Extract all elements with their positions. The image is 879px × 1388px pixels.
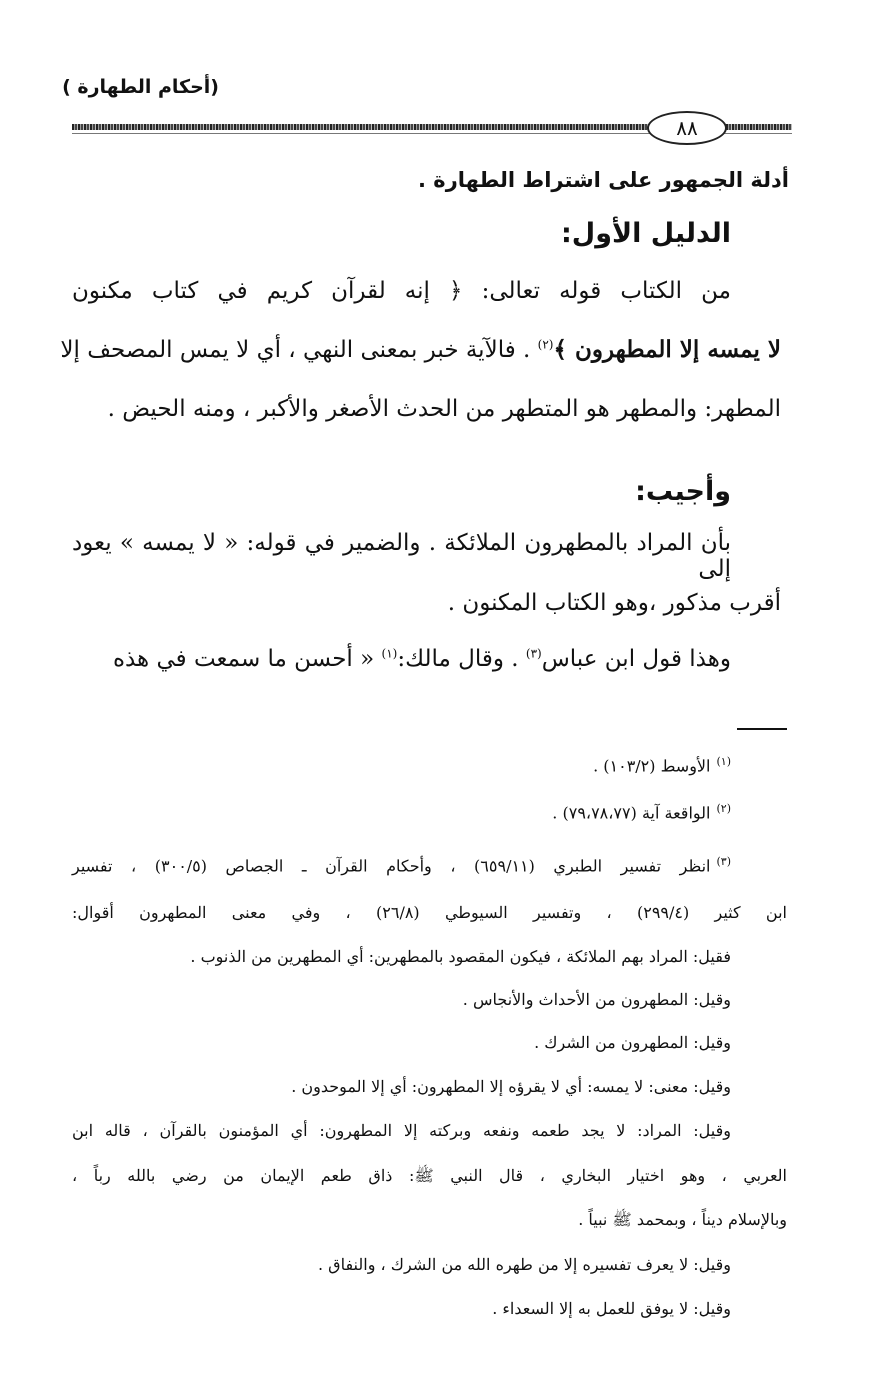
paragraph-3-text-c: « أحسن ما سمعت في هذه [112, 646, 382, 672]
paragraph-1-line-3: المطهر: والمطهر هو المتطهر من الحدث الأصغر والأكبر ، ومنه الحيض . [107, 396, 781, 422]
paragraph-1-line-2 [60, 336, 781, 363]
footnote-3-line-3: فقيل: المراد بهم الملائكة ، فيكون المقصود بالمطهرين: أي المطهرين من الذنوب . [190, 947, 731, 966]
page-number [647, 111, 727, 145]
footnote-3-line-6: وقيل: معنى: لا يمسه: أي لا يقرؤه إلا المطهرون: أي إلا الموحدون . [291, 1077, 731, 1096]
footnote-3-line-2: ابن كثير (٢٩٩/٤) ، وتفسير السيوطي (٢٦/٨) ، وفي معنى المطهرون أقوال: [72, 903, 787, 922]
page-number-text: ٨٨ [676, 116, 698, 140]
answer-title: وأجيب: [635, 476, 731, 507]
footnote-2 [552, 802, 731, 822]
footnote-3-number: (٣) [716, 855, 732, 868]
footnote-3-line-4: وقيل: المطهرون من الأحداث والأنجاس . [462, 990, 731, 1009]
footnote-3-line-10: وقيل: لا يعرف تفسيره إلا من طهره الله من الشرك ، والنفاق . [317, 1255, 731, 1274]
footnote-ref-1: (١) [381, 646, 398, 661]
footnote-3-line-9: وبالإسلام ديناً ، وبمحمد ﷺ نبياً . [578, 1210, 787, 1229]
footnote-3-line-11: وقيل: لا يوفق للعمل به إلا السعداء . [492, 1299, 731, 1318]
paragraph-2-line-2: أقرب مذكور ،وهو الكتاب المكنون . [447, 590, 781, 616]
footnote-3-line-1 [72, 855, 731, 875]
paragraph-3-text-b: . وقال مالك: [397, 646, 526, 672]
footnote-1 [593, 755, 731, 775]
paragraph-1-line-1: من الكتاب قوله تعالى: ﴿ إنه لقرآن كريم في كتاب مكنون [72, 278, 731, 304]
footnote-3-line-5: وقيل: المطهرون من الشرك . [534, 1033, 731, 1052]
footnote-3-text: انظر تفسير الطبري (٦٥٩/١١) ، وأحكام القرآن ـ الجصاص (٣٠٠/٥) ، تفسير [72, 856, 711, 876]
paragraph-3-text-a: وهذا قول ابن عباس [541, 646, 731, 672]
footnote-2-text: الواقعة آية (٧٩،٧٨،٧٧) . [552, 803, 711, 823]
footnote-separator [737, 728, 787, 730]
footnote-1-text: الأوسط (١٠٣/٢) . [593, 756, 711, 776]
dalil-title: الدليل الأول: [560, 218, 731, 249]
book-title: (أحكام الطهارة ) [62, 76, 219, 98]
footnote-ref-3: (٣) [525, 646, 542, 661]
footnote-2-number: (٢) [716, 802, 731, 815]
footnote-1-number: (١) [716, 755, 731, 768]
footnote-ref-2: (٢) [537, 337, 554, 352]
section-heading: أدلة الجمهور على اشتراط الطهارة . [418, 168, 789, 192]
paragraph-1-line-2-text: . فالآية خبر بمعنى النهي ، أي لا يمس المصحف إلا [60, 337, 538, 363]
footnote-3-line-7: وقيل: المراد: لا يجد طعمه ونفعه وبركته إلا المطهرون: أي المؤمنون بالقرآن ، قاله ابن [72, 1121, 731, 1140]
footnote-3-line-8: العربي ، وهو اختيار البخاري ، قال النبي ﷺ: ذاق طعم الإيمان من رضي بالله رباً ، [72, 1166, 787, 1185]
paragraph-2-line-1: بأن المراد بالمطهرون الملائكة . والضمير في قوله: « لا يمسه » يعود إلى [72, 530, 731, 582]
paragraph-3-line-1 [113, 646, 731, 672]
quran-quote: لا يمسه إلا المطهرون ﴾ [553, 336, 781, 363]
